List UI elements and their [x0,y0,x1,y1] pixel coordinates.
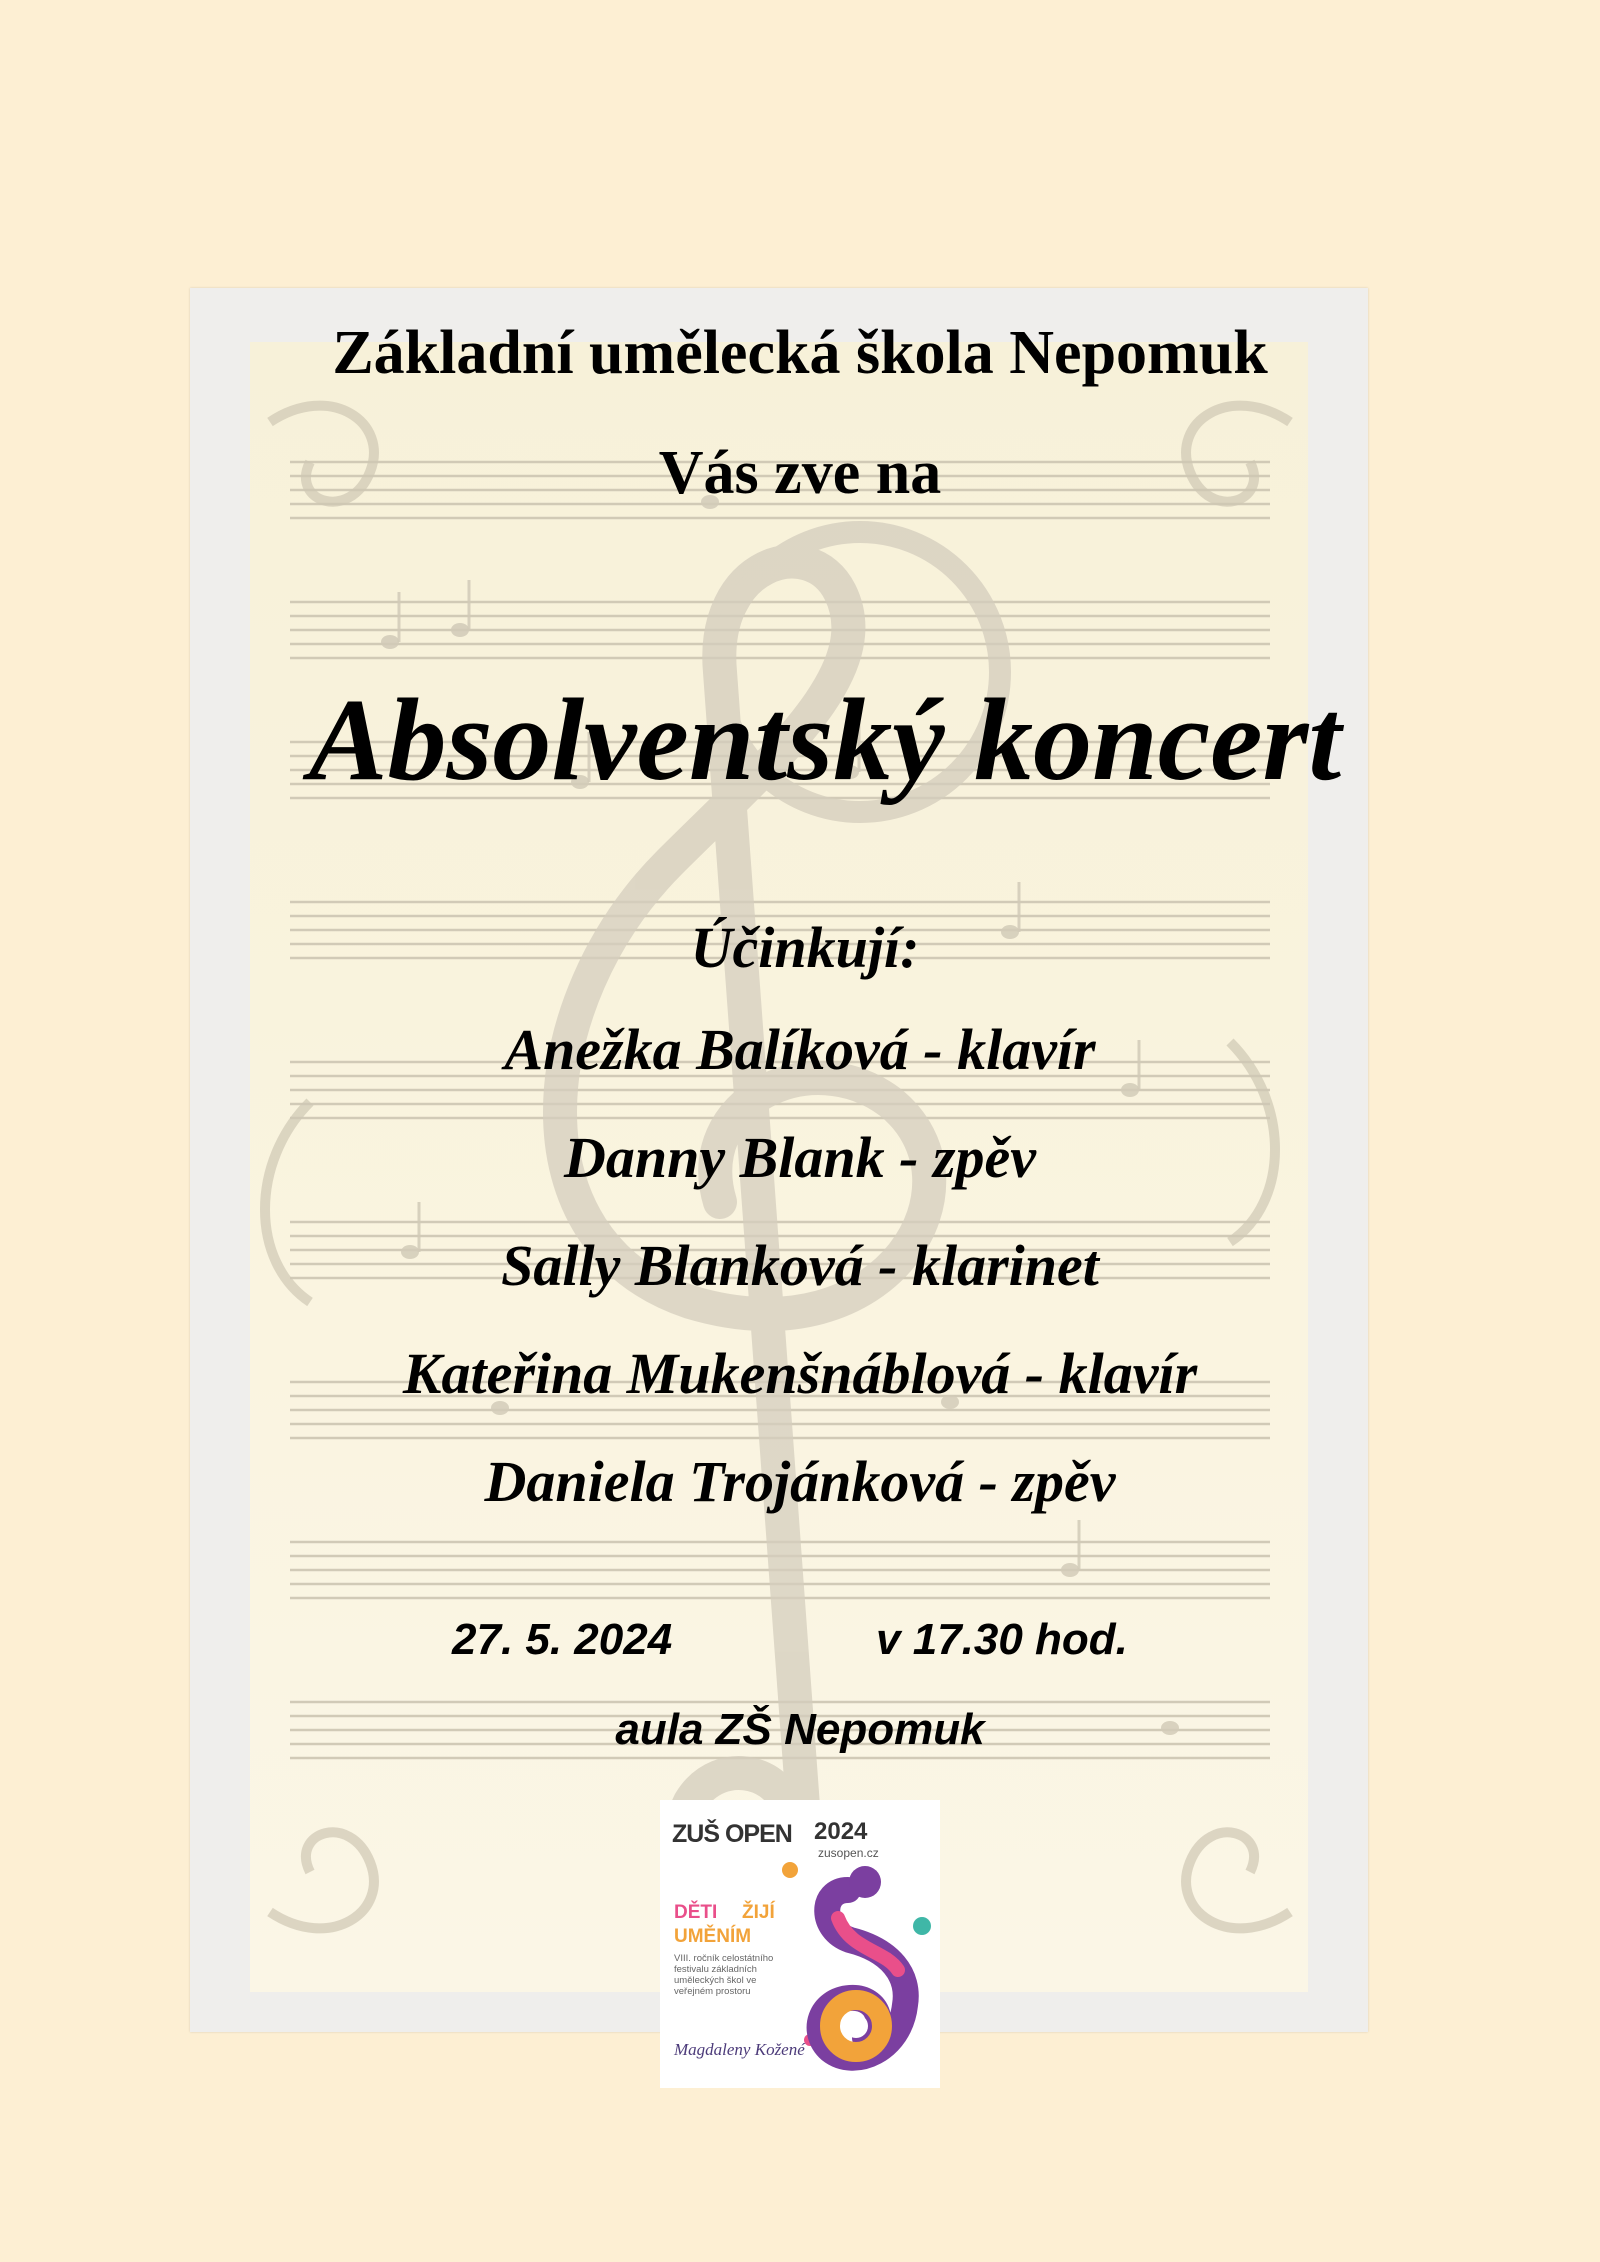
performers-heading: Účinkují: [690,915,920,980]
logo-year: 2024 [814,1818,868,1845]
concert-time: v 17.30 hod. [876,1615,1128,1664]
school-name: Základní umělecká škola Nepomuk [332,319,1268,387]
concert-date: 27. 5. 2024 [452,1615,673,1664]
logo-slogan-3: UMĚNÍM [674,1926,752,1947]
logo-description: VIII. ročník celostátního festivalu základních uměleckých škol ve veřejném prostoru [674,1953,774,1997]
concert-venue: aula ZŠ Nepomuk [615,1705,985,1754]
logo-brand: ZUŠ OPEN [672,1820,792,1848]
performer-1: Anežka Balíková - klavír [504,1017,1096,1082]
logo-url: zusopen.cz [818,1846,879,1860]
performer-4: Kateřina Mukenšnáblová - klavír [402,1341,1198,1406]
concert-title: Absolventský koncert [308,674,1342,805]
logo-sponsor: Magdaleny Kožené [674,2040,805,2059]
invitation-text: Vás zve na [658,439,942,507]
performer-3: Sally Blanková - klarinet [501,1233,1099,1298]
performer-2: Danny Blank - zpěv [563,1125,1037,1190]
logo-slogan-2: ŽIJÍ [742,1902,775,1923]
performer-5: Daniela Trojánková - zpěv [484,1449,1116,1514]
zus-open-logo [660,1800,940,2088]
logo-slogan-1: DĚTI [674,1902,718,1923]
